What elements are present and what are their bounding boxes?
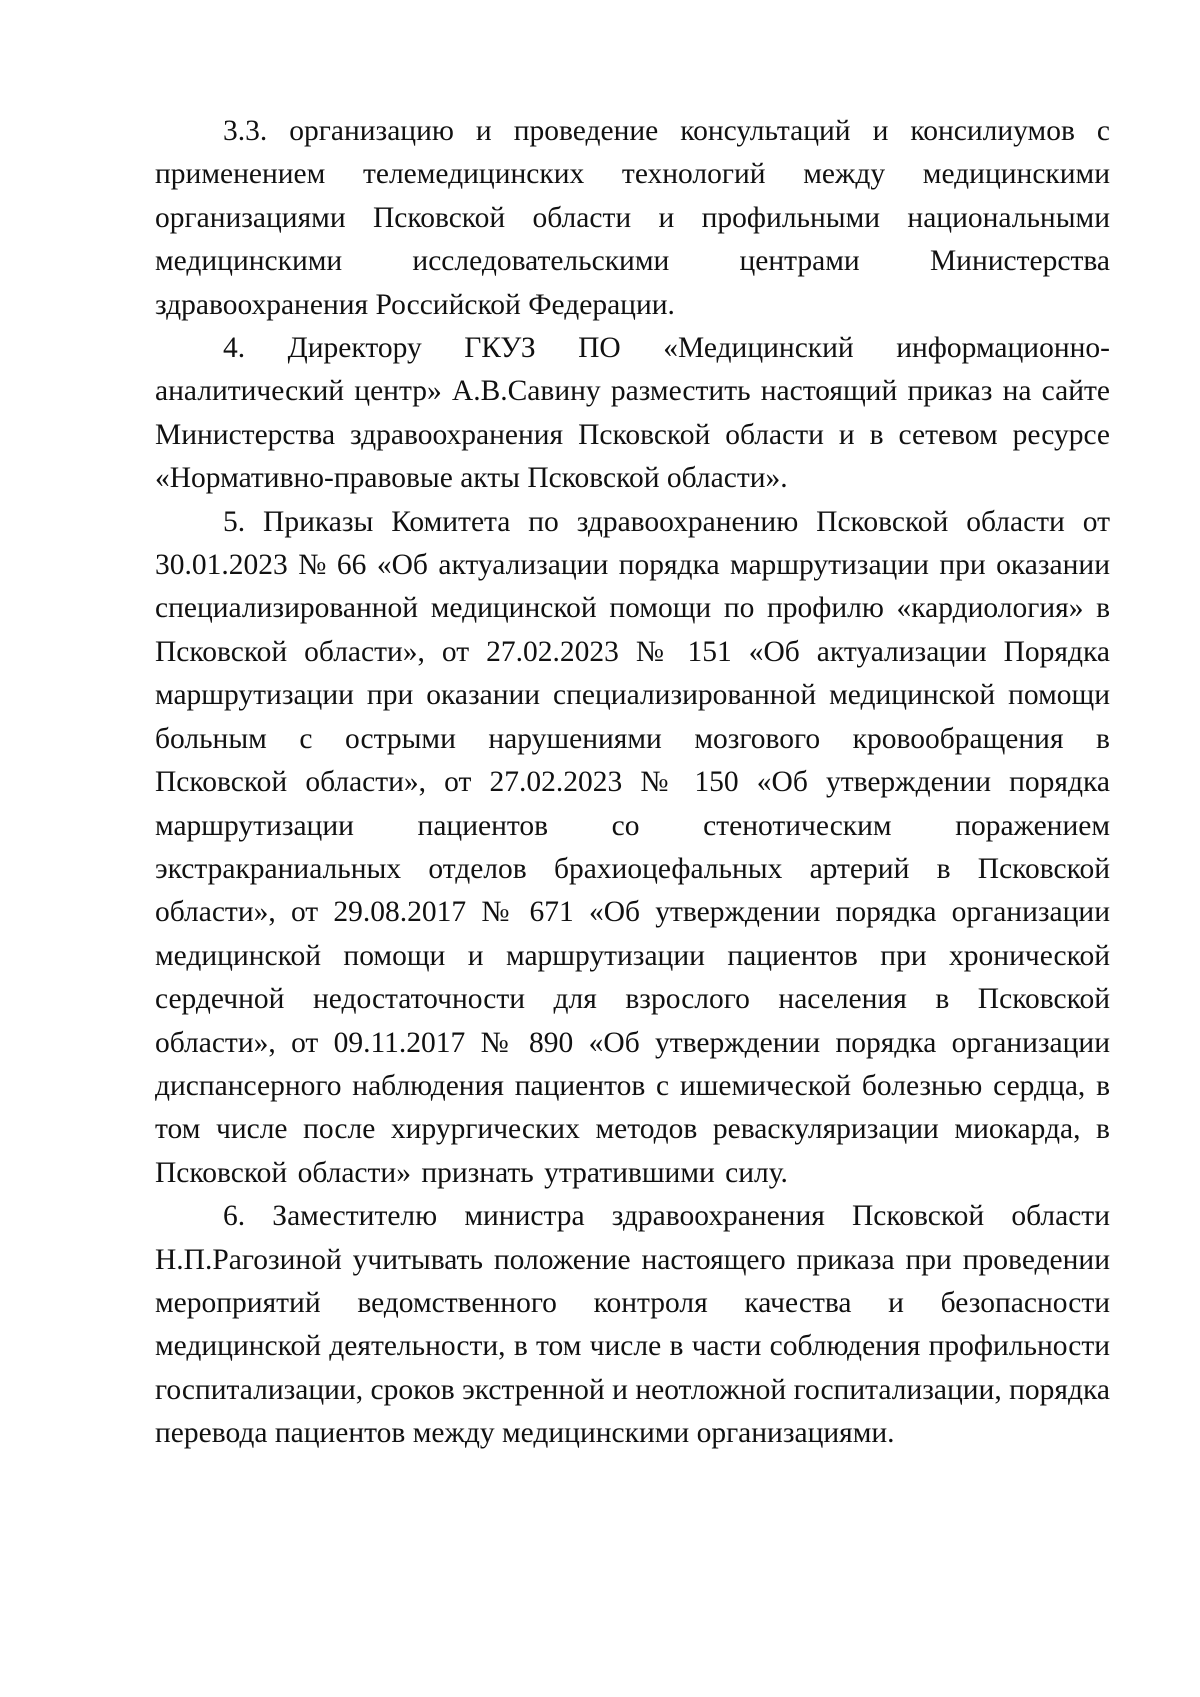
paragraph-4: 4. Директору ГКУЗ ПО «Медицинский информационно-аналитический центр» А.В.Савину разместить настоящий приказ на сайте Министерства здравоохранения Псковской области и в сетевом ресурсе «Нормативно-правовые акты Псковской области».	[155, 332, 1110, 495]
paragraph-3-3: 3.3. организацию и проведение консультаций и консилиумов с применением телемедицинских технологий между медицинскими организациями Псковской области и профильными национальными медицинскими исследовательскими центрами Министерства здравоохранения Российской Федерации.	[155, 115, 1110, 321]
document-body	[155, 110, 1110, 1456]
paragraph-5: 5. Приказы Комитета по здравоохранению Псковской области от 30.01.2023 № 66 «Об актуализации порядка маршрутизации при оказании специализированной медицинской помощи по профилю «кардиология» в Псковской области», от 27.02.2023 № 151 «Об актуализации Порядка маршрутизации при оказании специализированной медицинской помощи больным с острыми нарушениями мозгового кровообращения в Псковской области», от 27.02.2023 № 150 «Об утверждении порядка маршрутизации пациентов со стенотическим поражением экстракраниальных отделов брахиоцефальных артерий в Псковской области», от 29.08.2017 № 671 «Об утверждении порядка организации медицинской помощи и маршрутизации пациентов при хронической сердечной недостаточности для взрослого населения в Псковской области», от 09.11.2017 № 890 «Об утверждении порядка организации диспансерного наблюдения пациентов с ишемической болезнью сердца, в том числе после хирургических методов реваскуляризации миокарда, в Псковской области» признать утратившими силу.	[155, 505, 1110, 1189]
paragraph-6: 6. Заместителю министра здравоохранения Псковской области Н.П.Рагозиной учитывать положение настоящего приказа при проведении мероприятий ведомственного контроля качества и безопасности медицинской деятельности, в том числе в части соблюдения профильности госпитализации, сроков экстренной и неотложной госпитализации, порядка перевода пациентов между медицинскими организациями.	[155, 1200, 1110, 1450]
